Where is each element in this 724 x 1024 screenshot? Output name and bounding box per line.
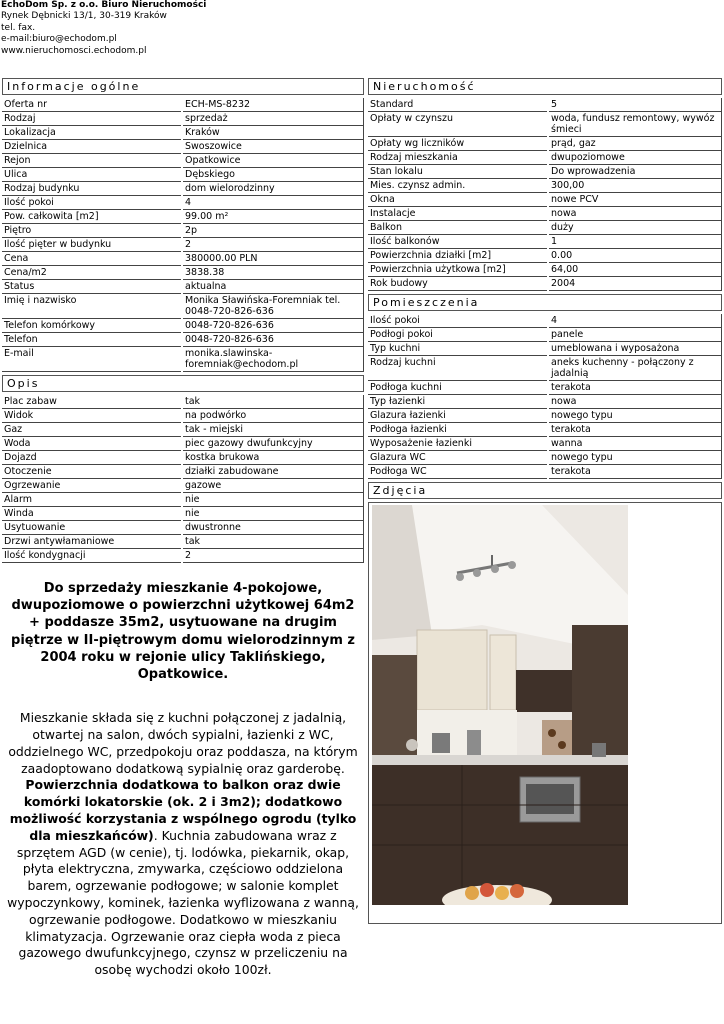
- opis-row: [2, 493, 364, 507]
- rooms-label: Podłoga WC: [368, 465, 548, 479]
- general-value: monika.slawinska-foremniak@echodom.pl: [182, 347, 364, 372]
- opis-table: [2, 395, 364, 563]
- rooms-row: [368, 409, 722, 423]
- property-value: nowa: [548, 207, 722, 221]
- rooms-row: [368, 314, 722, 328]
- general-label: Rejon: [2, 154, 182, 168]
- general-label: Pow. całkowita [m2]: [2, 210, 182, 224]
- general-value: sprzedaż: [182, 112, 364, 126]
- general-row: [2, 126, 364, 140]
- general-row: [2, 347, 364, 372]
- rooms-value: wanna: [548, 437, 722, 451]
- property-row: [368, 179, 722, 193]
- property-label: Mies. czynsz admin.: [368, 179, 548, 193]
- general-row: [2, 238, 364, 252]
- property-label: Stan lokalu: [368, 165, 548, 179]
- rooms-row: [368, 328, 722, 342]
- property-row: [368, 263, 722, 277]
- opis-value: nie: [182, 507, 364, 521]
- general-value: ECH-MS-8232: [182, 98, 364, 112]
- property-value: prąd, gaz: [548, 137, 722, 151]
- property-label: Powierzchnia użytkowa [m2]: [368, 263, 548, 277]
- property-value: 64,00: [548, 263, 722, 277]
- general-label: Lokalizacja: [2, 126, 182, 140]
- general-value: 4: [182, 196, 364, 210]
- opis-row: [2, 437, 364, 451]
- property-row: [368, 249, 722, 263]
- rooms-label: Podłoga łazienki: [368, 423, 548, 437]
- general-label: Ulica: [2, 168, 182, 182]
- property-table: [368, 98, 722, 291]
- general-label: Telefon komórkowy: [2, 319, 182, 333]
- general-label: Rodzaj: [2, 112, 182, 126]
- general-value: 99.00 m²: [182, 210, 364, 224]
- opis-value: 2: [182, 549, 364, 563]
- section-header-opis: Opis: [2, 375, 364, 392]
- property-label: Instalacje: [368, 207, 548, 221]
- section-header-property: Nieruchomość: [368, 78, 722, 95]
- general-label: Ilość pokoi: [2, 196, 182, 210]
- general-value: aktualna: [182, 280, 364, 294]
- property-value: duży: [548, 221, 722, 235]
- opis-label: Widok: [2, 409, 182, 423]
- general-row: [2, 252, 364, 266]
- opis-label: Drzwi antywłamaniowe: [2, 535, 182, 549]
- general-row: [2, 319, 364, 333]
- description-bold-text: Powierzchnia dodatkowa to balkon oraz dwie komórki lokatorskie (ok. 2 i 3m2); dodatkowo możliwość korzystania z wspólnego ogrodu (tylko dla mieszkańców): [9, 777, 357, 843]
- opis-label: Plac zabaw: [2, 395, 182, 409]
- opis-value: gazowe: [182, 479, 364, 493]
- general-row: [2, 196, 364, 210]
- opis-label: Ogrzewanie: [2, 479, 182, 493]
- agency-fax: tel. fax.: [1, 22, 36, 33]
- general-row: [2, 98, 364, 112]
- opis-row: [2, 521, 364, 535]
- general-value: 2: [182, 238, 364, 252]
- photo-gallery: [368, 502, 722, 924]
- rooms-row: [368, 451, 722, 465]
- opis-value: nie: [182, 493, 364, 507]
- opis-label: Usytuowanie: [2, 521, 182, 535]
- opis-value: tak: [182, 395, 364, 409]
- general-value: 0048-720-826-636: [182, 333, 364, 347]
- description-text-1: Mieszkanie składa się z kuchni połączonej z jadalnią, otwartej na salon, dwóch sypialni, łazienki z WC, oddzielnego WC, przedpokoju oraz poddasza, na którym zaadoptowano dodatkową sypialnię oraz garderobę.: [8, 710, 358, 776]
- rooms-label: Podłoga kuchni: [368, 381, 548, 395]
- opis-label: Otoczenie: [2, 465, 182, 479]
- opis-row: [2, 479, 364, 493]
- rooms-label: Wyposażenie łazienki: [368, 437, 548, 451]
- property-value: 5: [548, 98, 722, 112]
- opis-row: [2, 395, 364, 409]
- general-value: 3838.38: [182, 266, 364, 280]
- agency-address: Rynek Dębnicki 13/1, 30-319 Kraków: [1, 11, 167, 22]
- opis-row: [2, 465, 364, 479]
- rooms-label: Ilość pokoi: [368, 314, 548, 328]
- opis-value: tak: [182, 535, 364, 549]
- property-value: 300,00: [548, 179, 722, 193]
- opis-label: Ilość kondygnacji: [2, 549, 182, 563]
- opis-label: Winda: [2, 507, 182, 521]
- property-label: Opłaty w czynszu: [368, 112, 548, 137]
- rooms-value: nowego typu: [548, 409, 722, 423]
- rooms-value: aneks kuchenny - połączony z jadalnią: [548, 356, 722, 381]
- rooms-row: [368, 342, 722, 356]
- general-row: [2, 112, 364, 126]
- rooms-row: [368, 465, 722, 479]
- rooms-row: [368, 381, 722, 395]
- general-row: [2, 154, 364, 168]
- general-row: [2, 210, 364, 224]
- opis-row: [2, 549, 364, 563]
- rooms-row: [368, 423, 722, 437]
- opis-row: [2, 535, 364, 549]
- offer-description: [4, 710, 362, 979]
- opis-value: kostka brukowa: [182, 451, 364, 465]
- section-header-general: Informacje ogólne: [2, 78, 364, 95]
- opis-value: dwustronne: [182, 521, 364, 535]
- agency-email: e-mail:biuro@echodom.pl: [1, 34, 117, 45]
- general-label: Telefon: [2, 333, 182, 347]
- rooms-value: terakota: [548, 423, 722, 437]
- general-row: [2, 182, 364, 196]
- rooms-label: Glazura WC: [368, 451, 548, 465]
- general-value: Opatkowice: [182, 154, 364, 168]
- property-row: [368, 151, 722, 165]
- property-row: [368, 112, 722, 137]
- agency-name: EchoDom Sp. z o.o. Biuro Nieruchomości: [1, 0, 207, 10]
- property-row: [368, 207, 722, 221]
- property-label: Opłaty wg liczników: [368, 137, 548, 151]
- general-row: [2, 294, 364, 319]
- general-label: Piętro: [2, 224, 182, 238]
- property-label: Okna: [368, 193, 548, 207]
- general-info-table: [2, 98, 364, 372]
- rooms-label: Podłogi pokoi: [368, 328, 548, 342]
- general-label: E-mail: [2, 347, 182, 372]
- property-row: [368, 165, 722, 179]
- property-value: 2004: [548, 277, 722, 291]
- rooms-label: Rodzaj kuchni: [368, 356, 548, 381]
- opis-label: Alarm: [2, 493, 182, 507]
- opis-label: Dojazd: [2, 451, 182, 465]
- general-label: Dzielnica: [2, 140, 182, 154]
- opis-value: działki zabudowane: [182, 465, 364, 479]
- rooms-label: Typ łazienki: [368, 395, 548, 409]
- left-column: [2, 78, 364, 979]
- general-value: Dębskiego: [182, 168, 364, 182]
- rooms-value: terakota: [548, 381, 722, 395]
- opis-row: [2, 409, 364, 423]
- rooms-row: [368, 437, 722, 451]
- rooms-table: [368, 314, 722, 479]
- property-value: dwupoziomowe: [548, 151, 722, 165]
- general-label: Cena/m2: [2, 266, 182, 280]
- property-row: [368, 193, 722, 207]
- general-label: Imię i nazwisko: [2, 294, 182, 319]
- general-row: [2, 140, 364, 154]
- general-row: [2, 333, 364, 347]
- property-row: [368, 221, 722, 235]
- general-value: 2p: [182, 224, 364, 238]
- property-value: 0.00: [548, 249, 722, 263]
- opis-value: piec gazowy dwufunkcyjny: [182, 437, 364, 451]
- general-row: [2, 224, 364, 238]
- general-row: [2, 266, 364, 280]
- property-row: [368, 137, 722, 151]
- section-header-photos: Zdjęcia: [368, 482, 722, 499]
- rooms-value: 4: [548, 314, 722, 328]
- general-label: Status: [2, 280, 182, 294]
- rooms-value: nowego typu: [548, 451, 722, 465]
- rooms-label: Typ kuchni: [368, 342, 548, 356]
- property-value: 1: [548, 235, 722, 249]
- general-value: Monika Sławińska-Foremniak tel. 0048-720-826-636: [182, 294, 364, 319]
- rooms-value: nowa: [548, 395, 722, 409]
- property-row: [368, 235, 722, 249]
- opis-value: tak - miejski: [182, 423, 364, 437]
- kitchen-photo[interactable]: [372, 505, 628, 905]
- property-label: Balkon: [368, 221, 548, 235]
- opis-row: [2, 451, 364, 465]
- rooms-row: [368, 356, 722, 381]
- property-label: Ilość balkonów: [368, 235, 548, 249]
- general-value: dom wielorodzinny: [182, 182, 364, 196]
- right-column: [368, 78, 722, 924]
- property-value: woda, fundusz remontowy, wywóz śmieci: [548, 112, 722, 137]
- property-label: Rok budowy: [368, 277, 548, 291]
- opis-row: [2, 507, 364, 521]
- rooms-value: umeblowana i wyposażona: [548, 342, 722, 356]
- general-row: [2, 280, 364, 294]
- property-label: Powierzchnia działki [m2]: [368, 249, 548, 263]
- opis-label: Gaz: [2, 423, 182, 437]
- property-value: Do wprowadzenia: [548, 165, 722, 179]
- general-label: Ilość pięter w budynku: [2, 238, 182, 252]
- agency-info: [1, 0, 206, 57]
- general-value: 380000.00 PLN: [182, 252, 364, 266]
- general-label: Oferta nr: [2, 98, 182, 112]
- general-row: [2, 168, 364, 182]
- property-label: Rodzaj mieszkania: [368, 151, 548, 165]
- property-label: Standard: [368, 98, 548, 112]
- rooms-label: Glazura łazienki: [368, 409, 548, 423]
- opis-row: [2, 423, 364, 437]
- opis-value: na podwórko: [182, 409, 364, 423]
- property-row: [368, 277, 722, 291]
- description-text-2: . Kuchnia zabudowana wraz z sprzętem AGD (w cenie), tj. lodówka, piekarnik, okap, płyta elektryczna, zmywarka, częściowo oddzielona barem, ogrzewanie podłogowe; w salonie komplet wypoczynkowy, kominek, łazienka wyflizowana z wanną, ogrzewanie podłogowe. Dodatkowo w mieszkaniu klimatyzacja. Ogrzewanie oraz ciepła woda z pieca gazowego dwufunkcyjnego, czynsz w przeliczeniu na osobę wychodzi około 100zł.: [7, 827, 359, 978]
- rooms-value: panele: [548, 328, 722, 342]
- general-value: Kraków: [182, 126, 364, 140]
- general-label: Cena: [2, 252, 182, 266]
- general-value: Swoszowice: [182, 140, 364, 154]
- opis-label: Woda: [2, 437, 182, 451]
- property-row: [368, 98, 722, 112]
- rooms-value: terakota: [548, 465, 722, 479]
- general-label: Rodzaj budynku: [2, 182, 182, 196]
- general-value: 0048-720-826-636: [182, 319, 364, 333]
- agency-website: www.nieruchomosci.echodom.pl: [1, 45, 147, 56]
- rooms-row: [368, 395, 722, 409]
- offer-lead-text: Do sprzedaży mieszkanie 4-pokojowe, dwupoziomowe o powierzchni użytkowej 64m2 + poddasze 35m2, usytuowane na drugim piętrze w II-piętrowym domu wielorodzinnym z 2004 roku w rejonie ulicy Taklińskiego, Opatkowice.: [11, 581, 355, 683]
- section-header-rooms: Pomieszczenia: [368, 294, 722, 311]
- property-value: nowe PCV: [548, 193, 722, 207]
